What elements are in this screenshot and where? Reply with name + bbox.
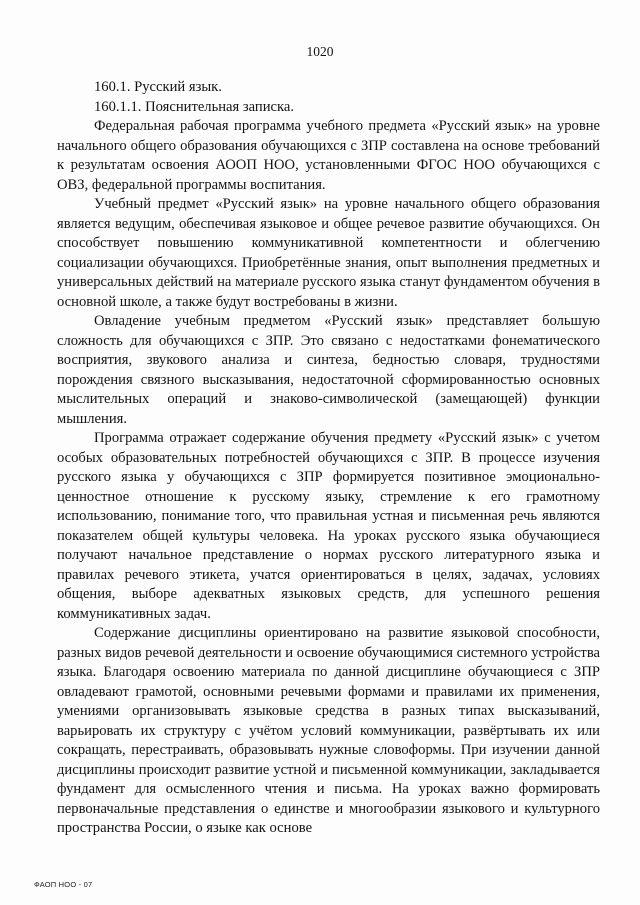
footer-document-code: ФАОП НОО - 07 bbox=[34, 880, 93, 889]
paragraph: Программа отражает содержание обучения предмету «Русский язык» с учетом особых образовательных потребностей обучающихся с ЗПР. В процессе изучения русского языка у обучающихся с ЗПР формируется позитивное эмоционально-ценностное отношение к русскому языку, стремление к его грамотному использованию, понимание того, что правильная устная и письменная речь являются показателем общей культуры человека. На уроках русского языка обучающиеся получают начальное представление о нормах русского литературного языка и правилах речевого этикета, учатся ориентироваться в целях, задачах, условиях общения, выборе адекватных языковых средств, для успешного решения коммуникативных задач. bbox=[57, 430, 600, 622]
paragraph: Овладение учебным предметом «Русский язык» представляет большую сложность для обучающихся с ЗПР. Это связано с недостатками фонематического восприятия, звукового анализа и синтеза, бедностью словаря, трудностями порождения связного высказывания, недостаточной сформированностью основных мыслительных операций и знаково-символической (замещающей) функции мышления. bbox=[57, 313, 600, 427]
paragraph: Содержание дисциплины ориентировано на развитие языковой способности, разных видов речевой деятельности и освоение обучающимися системного устройства языка. Благодаря освоению материала по данной дисциплине обучающиеся с ЗПР овладевают грамотой, основными речевыми формами и правилами их применения, умениями организовывать языковые средства в разных типах высказываний, варьировать их структуру с учётом условий коммуникации, развёртывать их или сокращать, перестраивать, образовывать нужные словоформы. При изучении данной дисциплины происходит развитие устной и письменной коммуникации, закладывается фундамент для осмысленного чтения и письма. На уроках важно формировать первоначальные представления о единстве и многообразии языкового и культурного пространства России, о языке как основе bbox=[57, 625, 600, 836]
paragraph: Учебный предмет «Русский язык» на уровне начального общего образования является ведущим, обеспечивая языковое и общее речевое развитие обучающихся. Он способствует повышению коммуникативной компетентности и облегчению социализации обучающихся. Приобретённые знания, опыт выполнения предметных и универсальных действий на материале русского языка станут фундаментом обучения в основной школе, а также будут востребованы в жизни. bbox=[57, 196, 600, 310]
page-number: 1020 bbox=[306, 44, 334, 59]
subsection-heading: 160.1.1. Пояснительная записка. bbox=[94, 98, 295, 115]
document-body bbox=[57, 78, 600, 839]
paragraph: Федеральная рабочая программа учебного предмета «Русский язык» на уровне начального общего образования обучающихся с ЗПР составлена на основе требований к результатам освоения АООП НОО, установленными ФГОС НОО обучающихся с ОВЗ, федеральной программы воспитания. bbox=[57, 118, 600, 193]
section-heading: 160.1. Русский язык. bbox=[94, 79, 222, 95]
